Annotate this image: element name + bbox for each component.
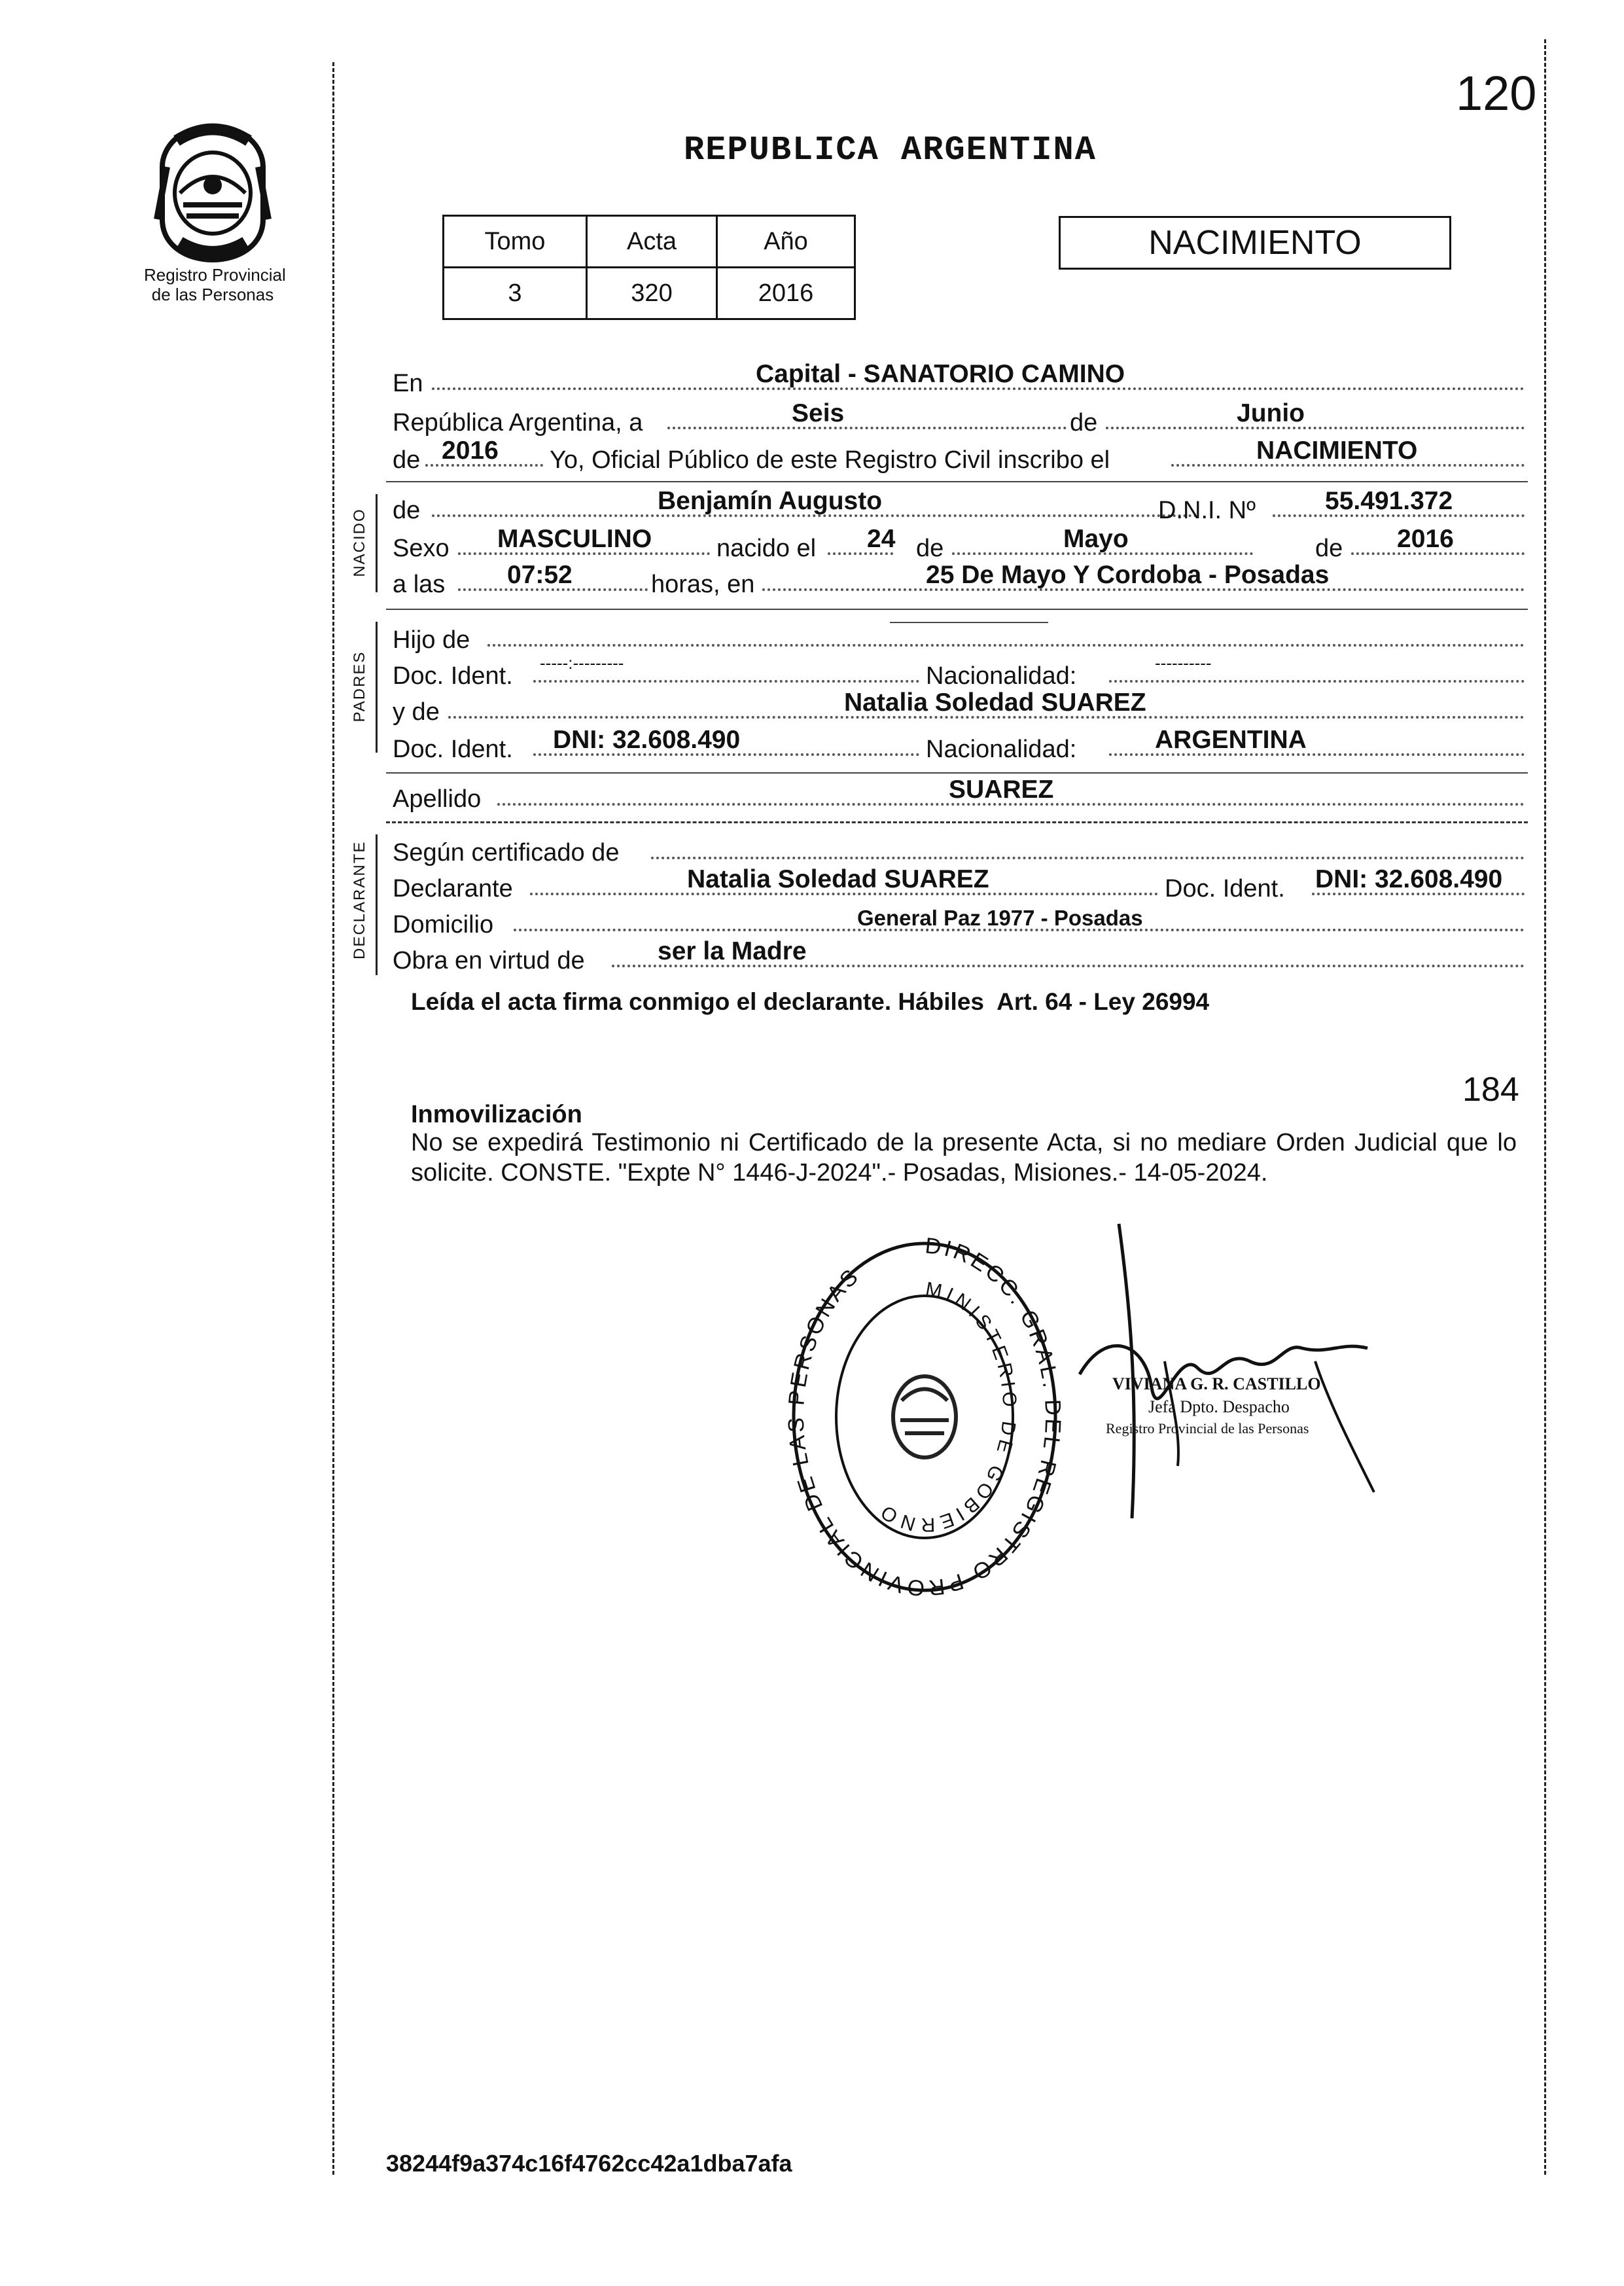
padres-bar (376, 622, 378, 753)
value-anio: 2016 (717, 268, 855, 319)
stamp-outer-text: DIRECC. GRAL. DEL REGISTRO PROVINCIAL DE LAS PERSONAS (784, 1234, 1065, 1600)
signature (1067, 1217, 1407, 1528)
declarant-doc-value: DNI: 32.608.490 (1315, 865, 1503, 893)
row-apellido: Apellido SUAREZ (393, 781, 1525, 817)
page-number: 120 (1456, 66, 1537, 120)
row-separator (386, 481, 1528, 482)
row-doc2: Doc. Ident. DNI: 32.608.490 Nacionalidad: ARGENTINA (393, 731, 1525, 768)
document-hash: 38244f9a374c16f4762cc42a1dba7afa (386, 2150, 792, 2177)
stamp-inner-text: MINISTERIO DE GOBIERNO (874, 1278, 1021, 1536)
birth-year-value: 2016 (1397, 525, 1454, 553)
official-stamp (784, 1234, 1065, 1603)
inmov-text: No se expedirá Testimonio ni Certificado de la presente Acta, si no mediare Orden Judicial que lo solicite. CONSTE. "Expte N° 1446-J-2024".- Posadas, Misiones.- 14-05-2024. (411, 1129, 1517, 1187)
signature-position: Jefa Dpto. Despacho (1148, 1397, 1290, 1416)
signature-office: Registro Provincial de las Personas (1106, 1420, 1309, 1437)
header-acta: Acta (586, 216, 716, 268)
value-acta: 320 (586, 268, 716, 319)
month-value: Junio (1237, 399, 1305, 427)
mother-nationality-value: ARGENTINA (1155, 726, 1307, 754)
mother-name-value: Natalia Soledad SUAREZ (844, 688, 1146, 717)
father-doc-value: -----:--------- (540, 653, 624, 673)
day-value: Seis (792, 399, 845, 427)
signature-name: VIVIANA G. R. CASTILLO (1112, 1374, 1321, 1393)
row-obra: Obra en virtud de ser la Madre (393, 942, 1525, 979)
sex-value: MASCULINO (497, 525, 652, 553)
registry-caption-line1: Registro Provincial (144, 265, 286, 285)
mother-doc-value: DNI: 32.608.490 (553, 726, 741, 754)
right-margin-line (1544, 39, 1546, 2175)
registry-logo (144, 121, 286, 304)
handwritten-signature-icon (1067, 1217, 1407, 1525)
section-label-padres: PADRES (351, 651, 368, 723)
row-separator (386, 821, 1528, 823)
row-declarante: Declarante Natalia Soledad SUAREZ Doc. Ident. DNI: 32.608.490 (393, 870, 1525, 907)
row-republica: República Argentina, a Seis de Junio (393, 404, 1525, 441)
value-tomo: 3 (444, 268, 587, 319)
place-value: Capital - SANATORIO CAMINO (756, 360, 1125, 388)
row-segun: Según certificado de (393, 834, 1525, 871)
birth-place-value: 25 De Mayo Y Cordoba - Posadas (926, 561, 1330, 589)
left-margin-line (332, 62, 334, 2175)
row-sexo: Sexo MASCULINO nacido el 24 de Mayo de 2016 (393, 530, 1525, 567)
child-dni-value: 55.491.372 (1325, 487, 1453, 515)
legal-line: Leída el acta firma conmigo el declarante. Hábiles Art. 64 - Ley 26994 (411, 988, 1210, 1015)
section-label-nacido: NACIDO (351, 508, 368, 577)
inmov-heading: Inmovilización (411, 1101, 582, 1128)
provincia-misiones-seal-icon (150, 121, 275, 265)
child-name-value: Benjamín Augusto (658, 487, 883, 515)
address-value: General Paz 1977 - Posadas (857, 906, 1143, 930)
row-en: En Capital - SANATORIO CAMINO (393, 365, 1525, 402)
section-label-declarante: DECLARANTE (351, 840, 368, 959)
year-value: 2016 (442, 437, 499, 465)
record-table (442, 215, 856, 320)
nacido-bar (376, 494, 378, 592)
capacity-value: ser la Madre (658, 937, 807, 965)
declarant-name-value: Natalia Soledad SUAREZ (687, 865, 989, 893)
document-title: REPUBLICA ARGENTINA (684, 131, 1097, 170)
row-hijo: Hijo de ——————————— (393, 622, 1525, 658)
header-tomo: Tomo (444, 216, 587, 268)
row-de-name: de Benjamín Augusto D.N.I. Nº 55.491.372 (393, 492, 1525, 529)
surname-value: SUAREZ (949, 776, 1054, 804)
registry-caption-line2: de las Personas (151, 285, 274, 304)
registry-stamp-icon (784, 1234, 1065, 1600)
header-anio: Año (717, 216, 855, 268)
declarante-bar (376, 834, 378, 975)
svg-text:DIRECC. GRAL. DEL REGISTRO PRO (784, 1234, 1065, 1600)
row-hora: a las 07:52 horas, en 25 De Mayo Y Cordoba - Posadas (393, 566, 1525, 603)
row-domicilio: Domicilio General Paz 1977 - Posadas (393, 906, 1525, 943)
birth-time-value: 07:52 (507, 561, 573, 589)
birth-month-value: Mayo (1063, 525, 1129, 553)
record-type-box: NACIMIENTO (1059, 216, 1451, 270)
row-de-year: de 2016 Yo, Oficial Público de este Registro Civil inscribo el NACIMIENTO (393, 442, 1525, 478)
father-nationality-value: ---------- (1155, 653, 1212, 673)
side-number: 184 (1462, 1071, 1519, 1109)
birth-day-value: 24 (867, 525, 896, 553)
inscription-type-value: NACIMIENTO (1256, 437, 1418, 465)
row-doc1: Doc. Ident. -----:--------- Nacionalidad: ---------- (393, 658, 1525, 694)
father-name-value: ——————————— (890, 613, 1048, 630)
row-yde: y de Natalia Soledad SUAREZ (393, 694, 1525, 730)
